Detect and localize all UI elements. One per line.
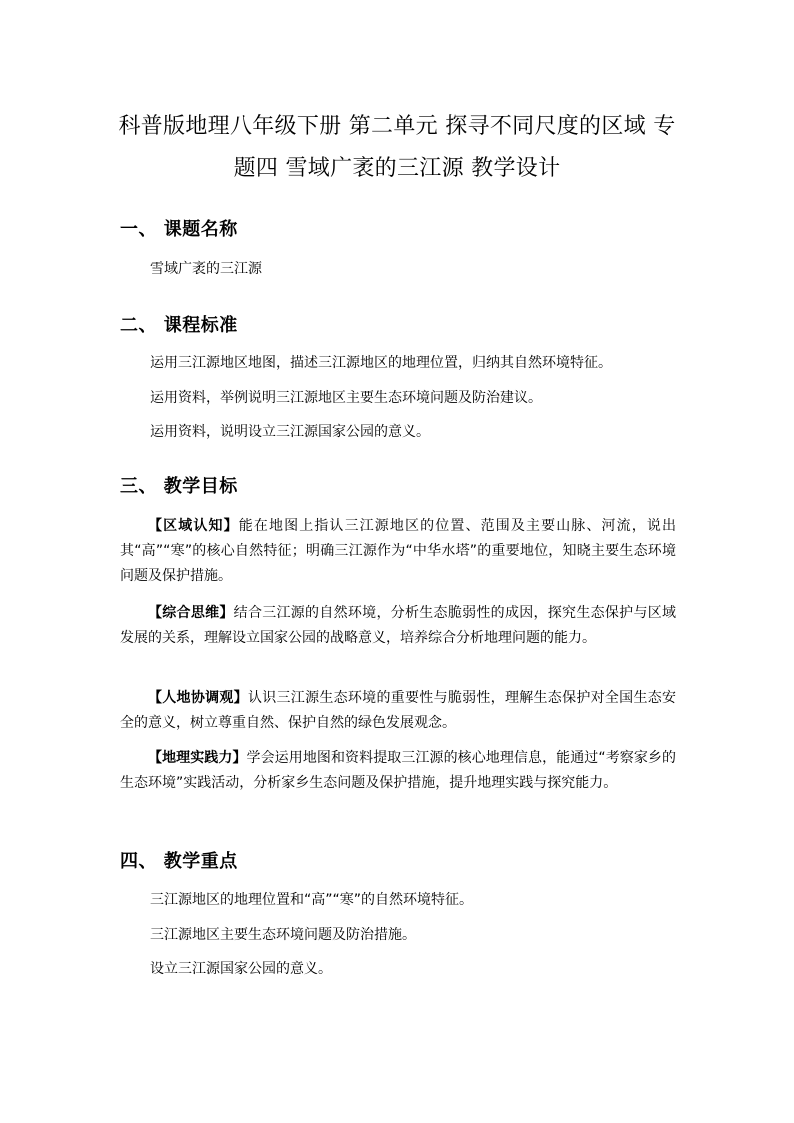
goal-tag: 【综合思维】: [148, 605, 234, 621]
section-heading-teaching-goals: 三、 教学目标: [120, 476, 238, 497]
goal-paragraph-comprehensive-thinking: [120, 601, 676, 651]
standard-item: 运用资料，说明设立三江源国家公园的意义。: [150, 424, 430, 440]
goal-tag: 【区域认知】: [148, 518, 239, 534]
document-title: 科普版地理八年级下册 第二单元 探寻不同尺度的区域 专题四 雪域广袤的三江源 教学设计: [118, 114, 676, 181]
goal-paragraph-regional-cognition: [120, 514, 676, 589]
goal-text: 结合三江源的自然环境，分析生态脆弱性的成因，探究生态保护与区域发展的关系，理解设立国家公园的战略意义，培养综合分析地理问题的能力。: [120, 605, 677, 646]
section-heading-course-name: 一、 课题名称: [120, 219, 238, 240]
section-heading-teaching-focus: 四、 教学重点: [120, 851, 238, 872]
focus-item: 设立三江源国家公园的意义。: [150, 961, 332, 977]
standard-item: 运用资料，举例说明三江源地区主要生态环境问题及防治建议。: [150, 390, 542, 406]
goal-paragraph-geographic-practice: [120, 746, 676, 796]
goal-text: 能在地图上指认三江源地区的位置、范围及主要山脉、河流，说出其“高”“寒”的核心自然特征；明确三江源作为“中华水塔”的重要地位，知晓主要生态环境问题及保护措施。: [120, 518, 677, 584]
focus-item: 三江源地区主要生态环境问题及防治措施。: [150, 927, 416, 943]
standard-item: 运用三江源地区地图，描述三江源地区的地理位置，归纳其自然环境特征。: [150, 355, 612, 371]
goal-paragraph-human-land-coordination: [120, 686, 676, 736]
goal-tag: 【人地协调观】: [148, 690, 248, 706]
section-heading-curriculum-standard: 二、 课程标准: [120, 315, 238, 336]
focus-item: 三江源地区的地理位置和“高”“寒”的自然环境特征。: [150, 892, 474, 908]
goal-tag: 【地理实践力】: [148, 750, 247, 766]
goal-text: 学会运用地图和资料提取三江源的核心地理信息，能通过“考察家乡的生态环境”实践活动，分析家乡生态问题及保护措施，提升地理实践与探究能力。: [120, 750, 676, 791]
course-name-text: 雪域广袤的三江源: [150, 261, 262, 277]
goal-text: 认识三江源生态环境的重要性与脆弱性，理解生态保护对全国生态安全的意义，树立尊重自然、保护自然的绿色发展观念。: [120, 690, 677, 731]
